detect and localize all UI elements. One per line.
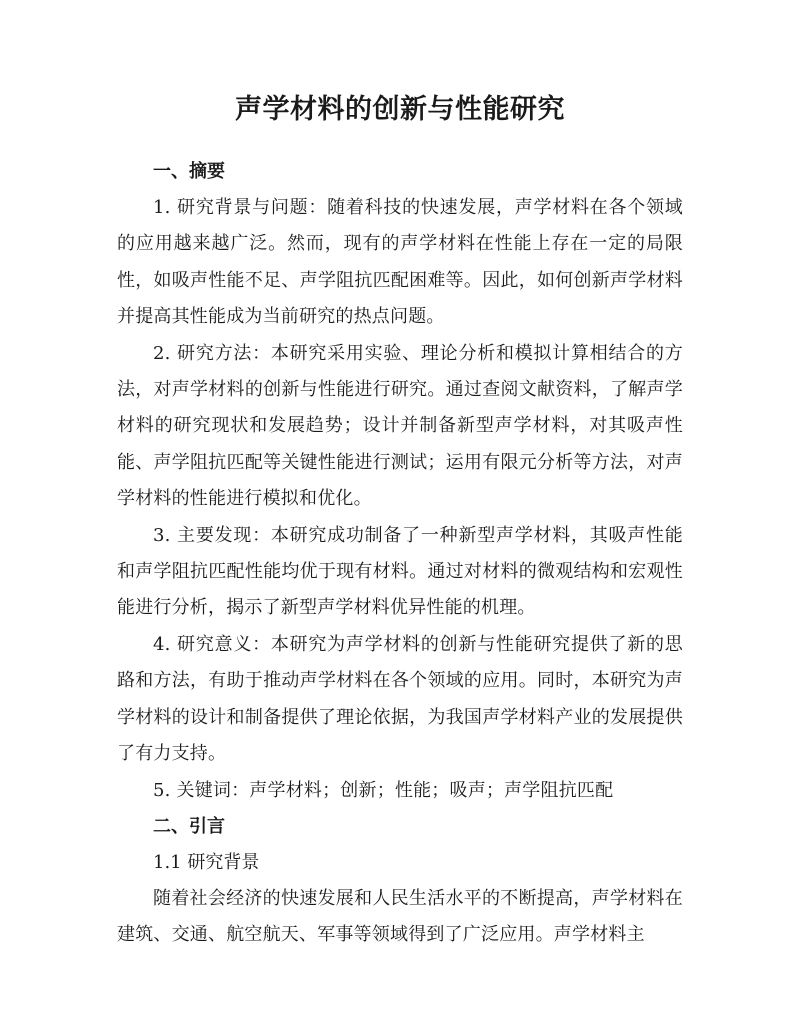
document-title: 声学材料的创新与性能研究 — [235, 94, 565, 125]
subsection-heading-background: 1.1 研究背景 — [153, 851, 260, 873]
document-page — [117, 88, 683, 954]
abstract-item-keywords: 5. 关键词：声学材料；创新；性能；吸声；声学阻抗匹配 — [153, 779, 614, 801]
abstract-item-method: 2. 研究方法：本研究采用实验、理论分析和模拟计算相结合的方法，对声学材料的创新与性能进行研究。通过查阅文献资料，了解声学材料的研究现状和发展趋势；设计并制备新型声学材料，对其吸声性能、声学阻抗匹配等关键性能进行测试；运用有限元分析等方法，对声学材料的性能进行模拟和优化。 — [117, 342, 683, 510]
abstract-item-findings: 3. 主要发现：本研究成功制备了一种新型声学材料，其吸声性能和声学阻抗匹配性能均优于现有材料。通过对材料的微观结构和宏观性能进行分析，揭示了新型声学材料优异性能的机理。 — [117, 524, 683, 619]
intro-paragraph: 随着社会经济的快速发展和人民生活水平的不断提高，声学材料在建筑、交通、航空航天、军事等领域得到了广泛应用。声学材料主 — [117, 887, 683, 946]
abstract-item-background: 1. 研究背景与问题：随着科技的快速发展，声学材料在各个领域的应用越来越广泛。然而，现有的声学材料在性能上存在一定的局限性，如吸声性能不足、声学阻抗匹配困难等。因此，如何创新声学材料并提高其性能成为当前研究的热点问题。 — [117, 197, 683, 328]
abstract-item-significance: 4. 研究意义：本研究为声学材料的创新与性能研究提供了新的思路和方法，有助于推动声学材料在各个领域的应用。同时，本研究为声学材料的设计和制备提供了理论依据，为我国声学材料产业的发展提供了有力支持。 — [117, 633, 683, 765]
section-heading-introduction: 二、引言 — [153, 815, 225, 837]
section-heading-abstract: 一、摘要 — [153, 161, 225, 182]
